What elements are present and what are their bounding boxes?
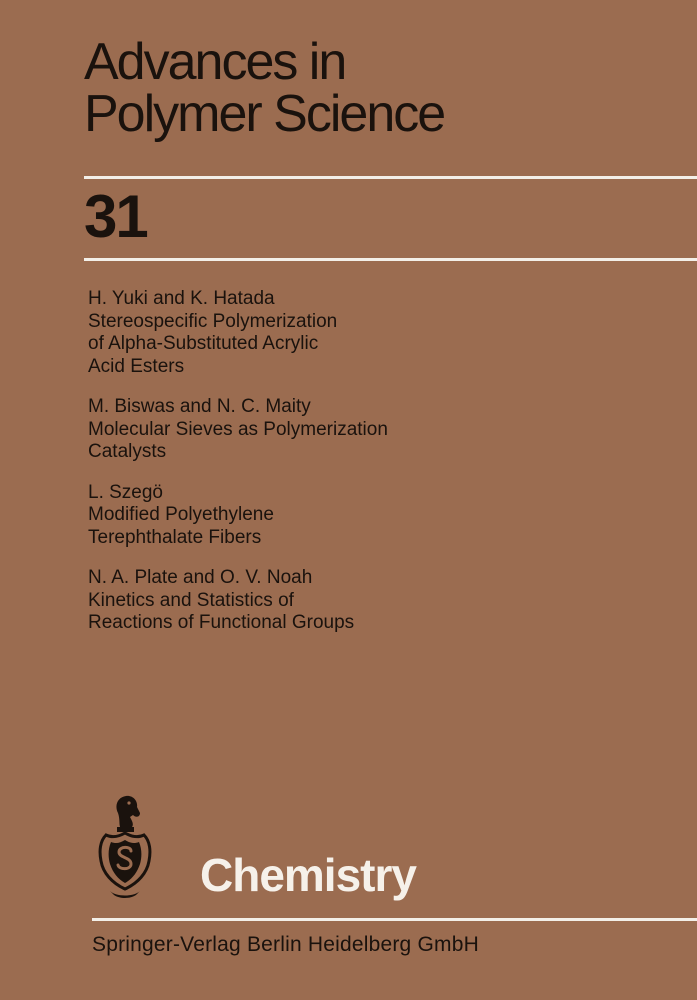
series-title <box>84 33 445 143</box>
contribution-title-line: Acid Esters <box>88 355 185 377</box>
contribution <box>88 482 388 550</box>
bottom-divider <box>92 918 697 921</box>
contribution-title-line: Terephthalate Fibers <box>88 526 262 548</box>
contribution-title-line: Stereospecific Polymerization <box>88 310 338 332</box>
top-divider <box>84 176 697 179</box>
contribution <box>88 288 388 378</box>
contribution-title-line: Reactions of Functional Groups <box>88 612 355 633</box>
series-title-line1: Advances in <box>84 33 346 91</box>
middle-divider <box>84 258 697 261</box>
series-title-line2: Polymer Science <box>84 85 445 143</box>
springer-knight-chess-icon <box>96 793 154 901</box>
volume-number: 31 <box>84 183 147 250</box>
contribution-authors: H. Yuki and K. Hatada <box>88 288 275 309</box>
contribution-authors: N. A. Plate and O. V. Noah <box>88 567 313 588</box>
contribution-title-line: Molecular Sieves as Polymerization <box>88 418 388 440</box>
subject-label: Chemistry <box>200 849 416 901</box>
contribution-title-line: Kinetics and Statistics of <box>88 589 294 611</box>
contribution-authors: L. Szegö <box>88 481 163 503</box>
contribution-authors: M. Biswas and N. C. Maity <box>88 396 311 417</box>
contribution-title-line: Modified Polyethylene <box>88 504 274 525</box>
contents-list <box>88 288 388 653</box>
contribution-title-line: Catalysts <box>88 441 167 462</box>
publisher-imprint: Springer-Verlag Berlin Heidelberg GmbH <box>92 933 479 956</box>
contribution-title-line: of Alpha-Substituted Acrylic <box>88 333 319 354</box>
contribution <box>88 396 388 464</box>
contribution <box>88 567 388 635</box>
